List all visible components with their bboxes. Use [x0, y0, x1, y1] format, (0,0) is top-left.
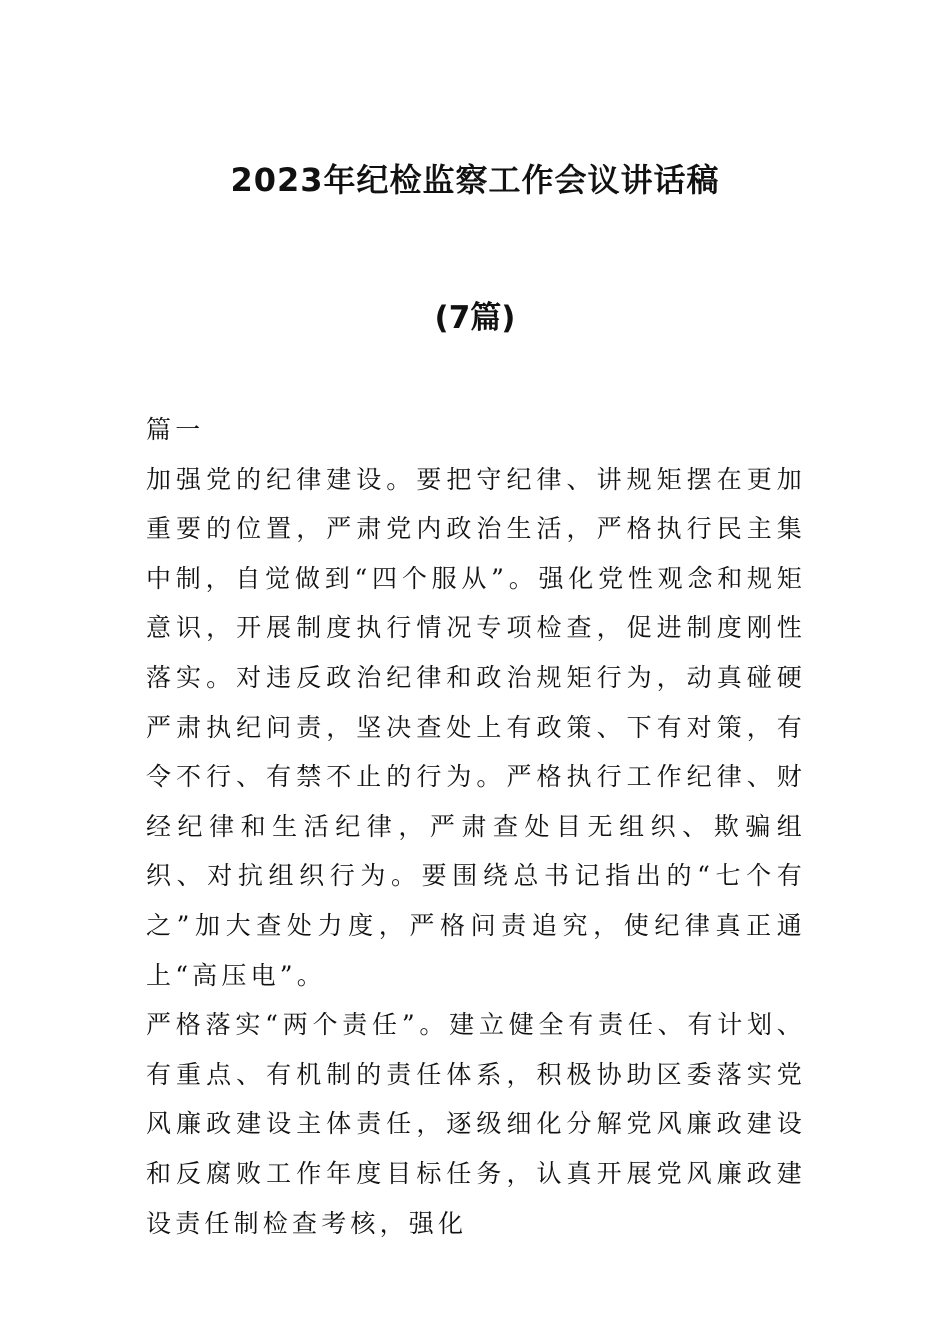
section-label: 篇一 [146, 415, 205, 444]
page-title: 2023年纪检监察工作会议讲话稿 [230, 161, 720, 199]
page-subtitle: (7篇) [434, 300, 516, 336]
document-body [146, 405, 806, 1248]
paragraph-2: 严格落实“两个责任”。建立健全有责任、有计划、有重点、有机制的责任体系，积极协助区委落实党风廉政建设主体责任，逐级细化分解党风廉政建设和反腐败工作年度目标任务，认真开展党风廉政建设责任制检查考核，强化 [146, 1010, 806, 1238]
paragraph-1: 加强党的纪律建设。要把守纪律、讲规矩摆在更加重要的位置，严肃党内政治生活，严格执行民主集中制，自觉做到“四个服从”。强化党性观念和规矩意识，开展制度执行情况专项检查，促进制度刚性落实。对违反政治纪律和政治规矩行为，动真碰硬严肃执纪问责，坚决查处上有政策、下有对策，有令不行、有禁不止的行为。严格执行工作纪律、财经纪律和生活纪律，严肃查处目无组织、欺骗组织、对抗组织行为。要围绕总书记指出的“七个有之”加大查处力度，严格问责追究，使纪律真正通上“高压电”。 [146, 464, 806, 990]
